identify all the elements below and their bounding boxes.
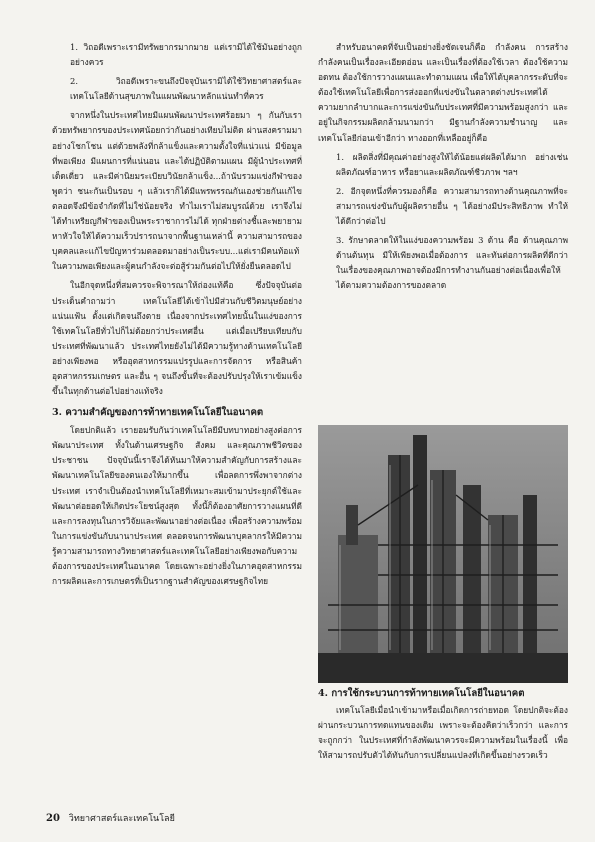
publication-name: วิทยาศาสตร์และเทคโนโลยี [68,814,175,824]
body-paragraph-2: ในอีกจุดหนึ่งที่สมควรจะพิจารณาให้ถ่องแท้คือ ซึ่งปัจจุบันต่อประเด็นคำถามว่า เทคโนโลยีได้เข้าไปมีส่วนกับชีวิตมนุษย์อย่างแน่นแฟ้น ตั้งแต่เกิดจนถึงตาย เนื่องจากประเทศไทยนั้นในแง่ของการใช้เทคโนโลยีทั่วไปก็ไม่ด้อยกว่าประเทศอื่น แต่เมื่อเปรียบเทียบกับประเทศที่พัฒนาแล้ว ประเทศไทยยังไม่ได้มีความรู้ทางด้านเทคโนโลยีอย่างเพียงพอ หรืออุตสาหกรรมแปรรูปและการจัดการ หรือสินค้าอุตสาหกรรมเกษตร และอื่น ๆ จนถึงขั้นที่จะต้องปรับปรุงให้เราเข้มแข็งขึ้นในทุกด้านต่อไปอย่างแท้จริง [52,280,302,397]
right-list-item-3: 3. รักษาตลาดให้ในแง่ของความพร้อม 3 ด้าน คือ ด้านคุณภาพ ด้านต้นทุน มีให้เพียงพอเมื่อต้องการ และทันต่อการผลิตที่ดีกว่า ในเรื่องของคุณภาพอาจต้องมีการทำงานกันอย่างต่อเนื่องเพื่อให้ได้ตามความต้องการของตลาด [336,235,568,291]
factory-illustration [318,425,568,683]
section-4-paragraph: เทคโนโลยีเมื่อนำเข้ามาหรือเมื่อเกิดการถ่ายทอด โดยปกติจะต้องผ่านกระบวนการทดแทนของเดิม เพราะจะต้องคิดว่าเร็วกว่า และการจะถูกกว่า ในประเทศที่กำลังพัฒนาควรจะมีความพร้อมในเรื่องนี้ เพื่อให้สามารถปรับตัวได้ทันกับการเปลี่ยนแปลงที่เกิดขึ้นอย่างรวดเร็ว [318,705,568,761]
list-item-2: 2. วิถอดีเพราะขนถึงปัจจุบันเรามิได้ใช้วิทยาศาสตร์และเทคโนโลยีด้านสุขภาพในแผนพัฒนาหลักแน่นทำที่ควร [70,76,302,102]
section-4-heading: 4. การใช้กระบวนการท้าทายเทคโนโลยีในอนาคต [318,688,525,699]
right-column [318,40,568,298]
section-4 [318,686,568,763]
body-paragraph-right-1: สำหรับอนาคตที่จับเป็นอย่างยิ่งชัดเจนก็คือ กำลังคน การสร้างกำลังคนเป็นเรื่องละเอียดอ่อน และเป็นเรื่องที่ต้องใช้เวลา ต้องใช้ความอดทน ต้องใช้การวางแผนและทำตามแผน เพื่อให้ได้บุคลากรระดับที่จะต้องใช้เทคโนโลยีเพื่อการส่งออกที่แข่งขันในตลาดต่างประเทศได้ ความยากลำบากและการแข่งขันกับประเทศที่มีความพร้อมสูงกว่า และอยู่ในกิจกรรมผลิตกล้ามนามกว่า มีฐานกำลังความชำนาญ และเทคโนโลยีก่อนเข้าอีกว่า ทางออกที่เหลืออยู่ก็คือ [318,42,568,143]
list-item-1: 1. วิถอดีเพราะเรามีทรัพยากรมากมาย แต่เรามิได้ใช้มันอย่างถูก อย่างควร [70,42,302,68]
body-paragraph-1: จากหนึ่งในประเทศไทยมีแผนพัฒนาประเทศร้อยมา ๆ กันกับเรา ด้วยทรัพยากรของประเทศน้อยกว่ากันอย่างเทียบไม่ติด ผ่านสงครามมาอย่างโชกโชน แต่ด้วยพลังที่กล้าแข็งและความตั้งใจที่แน่วแน่ มีข้อมูลที่พอเพียง มีแผนการที่แน่นอน และได้ปฏิบัติตามแผน มีผู้นำประเทศที่เด็ดเดี่ยว และมีค่านิยมระเบียบวินัยกล้าแข็ง...ถ้านับรวมแข่งกีฬาของพูดว่า ชนะกันเป็นรอบ ๆ แล้วเราก็ได้มีแพรพรรณกันเองช่วยกันแก้ไขตลอดจึงมีข้อจำกัดที่ไม่ใช่น้อยจริง ทำไมเราไม่สมบูรณ์ด้วย เราจึงไม่ได้ทำเหรียญกีฬาของเป็นพระราชาการไม่ได้ ทุกฝ่ายต่างชี้และพยายามหาหัวใจให้ได้ความเร็วปรารถนาจากพื้นฐานเหล่านี้ ความสามารถของบุคคลและแก้ไขปัญหาร่วมตลอดมาอย่างเป็นระบบ...แต่เรามีคนท้อแท้ในความพอเพียงและผู้คนกำลังจะต่อสู้ร่วมกันต่อไปให้ยั่งยืนตลอดไป [52,110,302,272]
right-list-item-2: 2. อีกจุดหนึ่งที่ควรมองก็คือ ความสามารถทางด้านคุณภาพที่จะสามารถแข่งขันกับผู้ผลิตรายอื่น ๆ ได้อย่างมีประสิทธิภาพ ทำให้ได้ดีกว่าต่อไป [336,185,568,227]
factory-photo [318,425,568,683]
section-3-heading: 3. ความสำคัญของการท้าทายเทคโนโลยีในอนาคต [52,407,264,419]
page-number: 20 [46,813,60,824]
right-list-item-1: 1. ผลิตสิ่งที่มีคุณค่าอย่างสูงให้ได้น้อยแต่ผลิตได้มาก อย่างเช่นผลิตภัณฑ์อาหาร หรือยาและผลิตภัณฑ์ชีวภาพ ฯลฯ [336,151,568,177]
body-paragraph-3: โดยปกติแล้ว เรายอมรับกันว่าเทคโนโลยีมีบทบาทอย่างสูงต่อการพัฒนาประเทศ ทั้งในด้านเศรษฐกิจ สังคม และคุณภาพชีวิตของประชาชน ปัจจุบันนี้เราจึงได้หันมาให้ความสำคัญกับการสร้างและพัฒนาเทคโนโลยีของตนเองให้มากขึ้น เพื่อลดการพึ่งพาจากต่างประเทศ เราจำเป็นต้องนำเทคโนโลยีที่เหมาะสมเข้ามาประยุกต์ใช้และพัฒนาต่อยอดให้เกิดประโยชน์สูงสุด ทั้งนี้ก็ต้องอาศัยการวางแผนที่ดีและการลงทุนในการวิจัยและพัฒนาอย่างต่อเนื่อง เพื่อสร้างความพร้อมในการแข่งขันกับนานาประเทศ ตลอดจนการพัฒนาบุคลากรให้มีความรู้ความสามารถทางวิทยาศาสตร์และเทคโนโลยีอย่างเพียงพอกับความต้องการของประเทศในอนาคต โดยเฉพาะอย่างยิ่งในภาคอุตสาหกรรมการผลิตและการเกษตรที่เป็นรากฐานสำคัญของเศรษฐกิจไทย [52,425,302,587]
page-footer [46,811,175,825]
left-column [52,40,302,593]
